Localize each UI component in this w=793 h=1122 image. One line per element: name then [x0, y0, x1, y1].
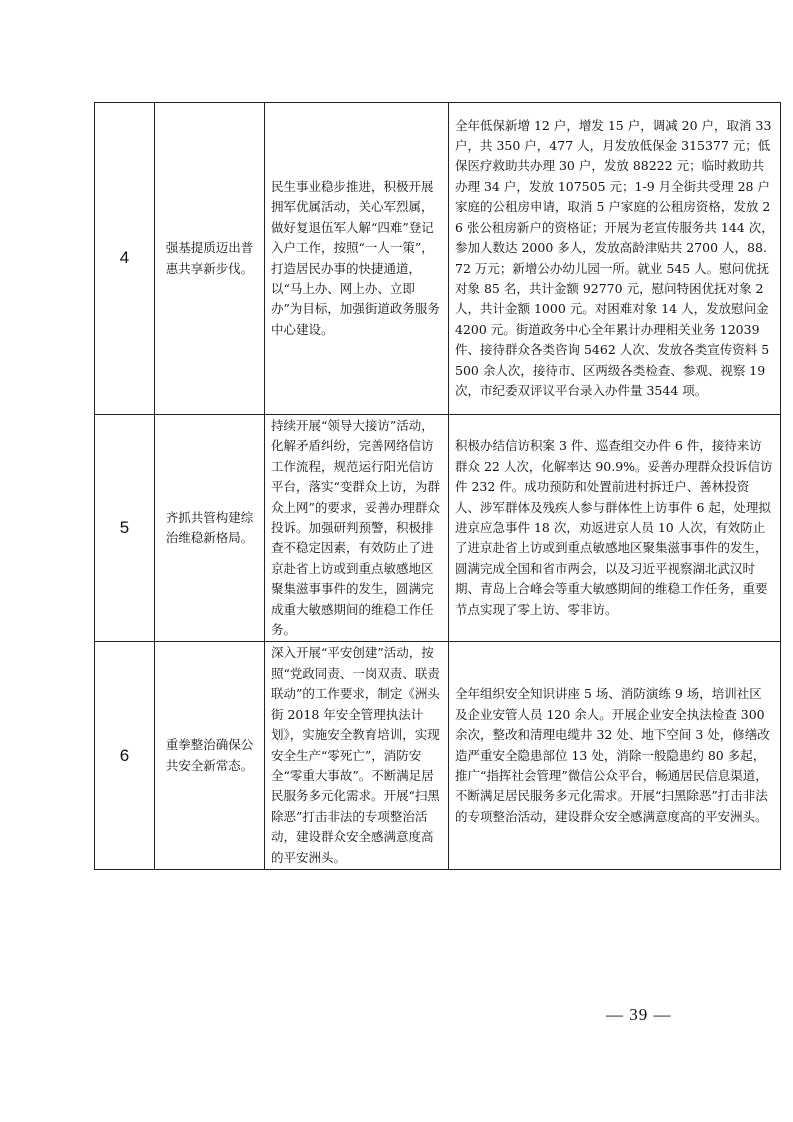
table-row [95, 415, 781, 642]
work-summary-table [94, 102, 781, 870]
page-number: — 39 — [606, 1005, 672, 1024]
row-number-cell: 6 [95, 642, 155, 869]
measures-cell: 深入开展“平安创建”活动，按照“党政同责、一岗双责、联责联动”的工作要求，制定《洲头街 2018 年安全管理执法计划》，实施安全教育培训，实现安全生产“零死亡”，消防安全“零重大事故”。不断满足居民服务多元化需求。开展“扫黑除恶”打击非法的专项整治活动，建设群众安全感满意度高的平安洲头。 [265, 642, 449, 869]
goal-cell: 强基提质迈出普惠共享新步伐。 [155, 103, 265, 415]
row-number-cell: 4 [95, 103, 155, 415]
table-row [95, 642, 781, 869]
measures-cell: 民生事业稳步推进，积极开展拥军优属活动，关心军烈属，做好复退伍军人解“四难”登记入户工作，按照“一人一策”， 打造居民办事的快捷通道，以“马上办、网上办、立即办”为目标，加强街道政务服务中心建设。 [265, 103, 449, 415]
work-summary-table-container [94, 102, 780, 870]
measures-cell: 持续开展“领导大接访”活动，化解矛盾纠纷，完善网络信访工作流程，规范运行阳光信访平台，落实“变群众上访，为群众上网”的要求，妥善办理群众投诉。加强研判预警，积极排查不稳定因素，有效防止了进京赴省上访或到重点敏感地区聚集滋事事件的发生，圆满完成重大敏感期间的维稳工作任务。 [265, 415, 449, 642]
results-cell: 全年低保新增 12 户，增发 15 户，调减 20 户，取消 33 户，共 350 户，477 人，月发放低保金 315377 元；低保医疗救助共办理 30 户，发放 88222 元；临时救助共办理 34 户，发放 107505 元；1-9 月全街共受理 28 户家庭的公租房申请，取消 5 户家庭的公租房资格，发放 26 张公租房新户的资格证；开展为老宣传服务共 144 次，参加人数达 2000 多人，发放高龄津贴共 2700 人，88.72 万元；新增公办幼儿园一所。就业 545 人。慰问优抚对象 85 名，共计金额 92770 元，慰问特困优抚对象 2 人，共计金额 1000 元。对困难对象 14 人，发放慰问金 4200 元。街道政务中心全年累计办理相关业务 12039 件、接待群众各类咨询 5462 人次、发放各类宣传资料 5500 余人次，接待市、区两级各类检查、参观、视察 19 次，市纪委双评议平台录入办件量 3544 项。 [449, 103, 781, 415]
row-number-cell: 5 [95, 415, 155, 642]
goal-cell: 齐抓共管构建综治维稳新格局。 [155, 415, 265, 642]
goal-cell: 重拳整治确保公共安全新常态。 [155, 642, 265, 869]
table-row [95, 103, 781, 415]
results-cell: 积极办结信访积案 3 件、巡查组交办件 6 件，接待来访群众 22 人次，化解率达 90.9%。妥善办理群众投诉信访件 232 件。成功预防和处置前进村拆迁户、善林投资人、涉军群体及残疾人参与群体性上访事件 6 起，处理拟进京应急事件 18 次，劝返进京人员 10 人次，有效防止了进京赴省上访或到重点敏感地区聚集滋事事件的发生，圆满完成全国和省市两会，以及习近平视察湖北武汉时期、青岛上合峰会等重大敏感期间的维稳工作任务，重要节点实现了零上访、零非访。 [449, 415, 781, 642]
results-cell: 全年组织安全知识讲座 5 场、消防演练 9 场，培训社区及企业安管人员 120 余人。开展企业安全执法检查 300 余次，整改和清理电缆井 32 处、地下空间 3 处，修缮改造严重安全隐患部位 13 处，消除一般隐患约 80 多起，推广“指挥社会管理”微信公众平台，畅通居民信息渠道，不断满足居民服务多元化需求。开展“扫黑除恶”打击非法的专项整治活动，建设群众安全感满意度高的平安洲头。 [449, 642, 781, 869]
